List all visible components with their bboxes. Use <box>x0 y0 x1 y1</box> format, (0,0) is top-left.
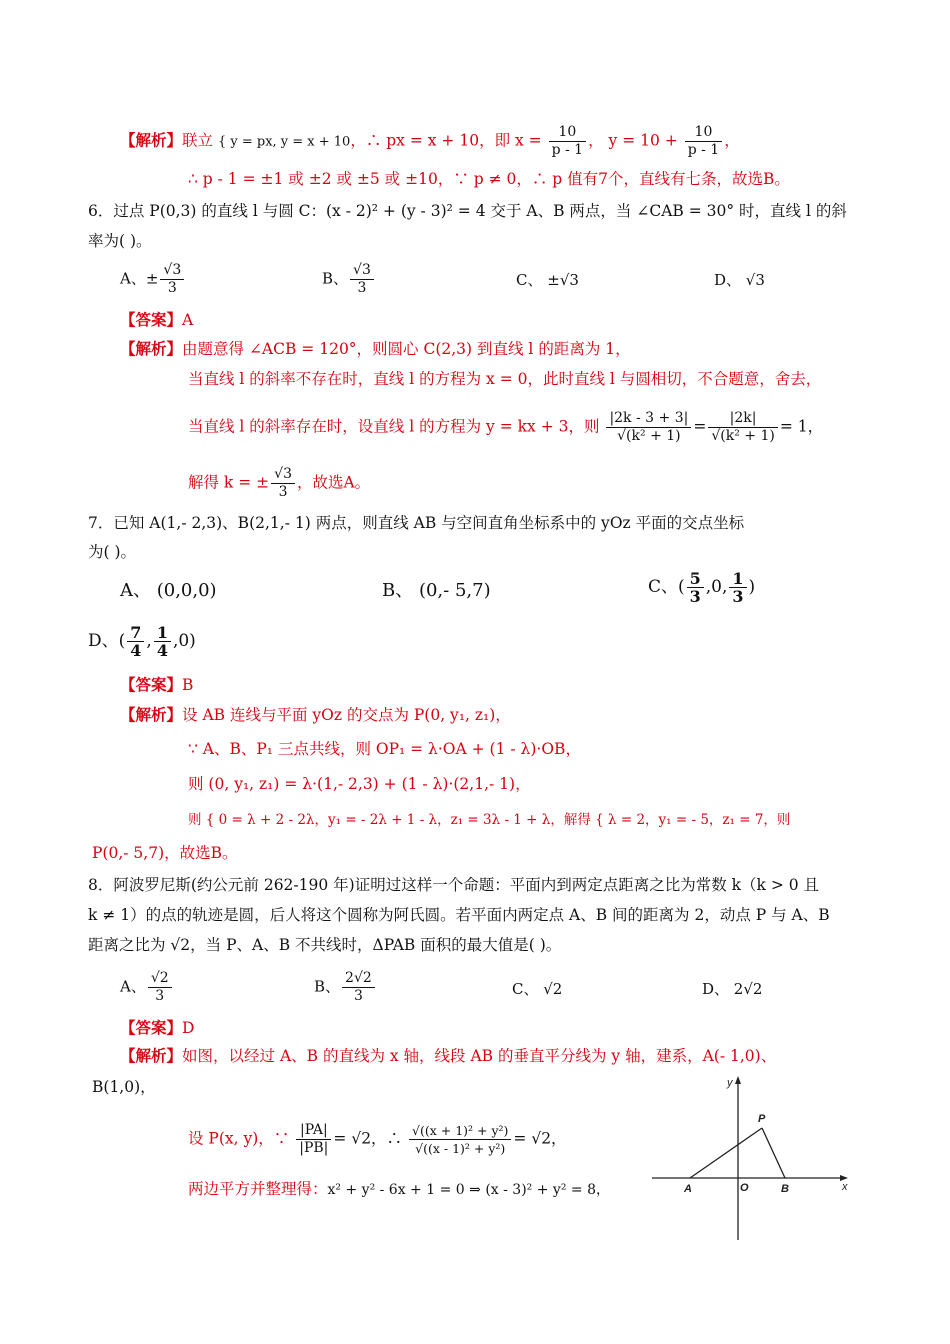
fraction <box>148 970 172 1005</box>
fraction <box>350 262 374 297</box>
option-label: A、 <box>120 977 146 996</box>
equals: = <box>693 417 707 436</box>
analysis-tag: 【解析】 <box>120 339 183 358</box>
denominator: 4 <box>130 641 142 660</box>
q8-analysis-3 <box>188 1178 610 1201</box>
q6-option-a <box>120 262 186 297</box>
q6-analysis-4 <box>188 466 370 501</box>
option-text: ) <box>748 577 756 597</box>
analysis-tag: 【解析】 <box>120 130 183 150</box>
numerator: √3 <box>350 262 374 280</box>
analysis-tag: 【解析】 <box>120 1046 183 1065</box>
answer-tag: 【答案】 <box>120 675 183 694</box>
q8-step: = √2， <box>513 1129 567 1148</box>
q6-stem: 6．过点 P(0,3) 的直线 l 与圆 C：(x - 2)² + (y - 3)² = 4 交于 A、B 两点，当 ∠CAB = 30° 时，直线 l 的斜 <box>88 202 847 220</box>
q8-equation: x² + y² - 6x + 1 = 0 ⇒ (x - 3)² + y² = 8， <box>327 1182 610 1198</box>
fraction <box>127 624 144 659</box>
option-label: B、 <box>314 977 341 996</box>
q5-analysis-line1 <box>120 124 740 159</box>
answer-value: A <box>182 311 194 329</box>
q8-answer <box>120 1017 194 1039</box>
numerator: √2 <box>148 970 172 988</box>
q5-text: ， y = 10 + <box>588 131 678 150</box>
q8-step: 两边平方并整理得： <box>188 1180 328 1198</box>
numerator: 1 <box>154 624 171 642</box>
q8-step: = √2，∴ <box>333 1129 403 1148</box>
label-o: O <box>740 1182 749 1194</box>
label-y: y <box>727 1077 733 1089</box>
q6-option-c: C、 ±√3 <box>516 271 579 289</box>
q6-option-d: D、 √3 <box>714 271 765 289</box>
denominator: 3 <box>357 280 367 296</box>
denominator: |PB| <box>299 1140 329 1156</box>
fraction <box>154 624 171 659</box>
answer-value: B <box>182 676 194 694</box>
option-label: A、± <box>120 269 159 288</box>
q8-stem: k ≠ 1）的点的轨迹是圆，后人将这个圆称为阿氏圆。若平面内两定点 A、B 间的距离为 2，动点 P 与 A、B <box>88 906 830 924</box>
q7-analysis-5: P(0,- 5,7)，故选B。 <box>92 844 238 862</box>
fraction <box>606 410 691 445</box>
label-a: A <box>684 1183 692 1195</box>
numerator: 1 <box>729 570 746 588</box>
denominator: √((x - 1)² + y²) <box>415 1141 506 1156</box>
y-axis-arrow <box>735 1076 741 1084</box>
q6-step: 解得 k = ± <box>188 473 270 492</box>
q6-step: ，故选A。 <box>296 473 371 492</box>
q6-option-b <box>322 262 376 297</box>
denominator: 3 <box>167 280 177 296</box>
q6-analysis-2: 当直线 l 的斜率不存在时，直线 l 的方程为 x = 0，此时直线 l 与圆相切，不合题意，舍去， <box>188 370 822 388</box>
label-b: B <box>781 1183 789 1195</box>
q5-text: ，∴ px = x + 10，即 x = <box>350 131 542 150</box>
numerator: 10 <box>685 124 723 142</box>
option-label: D、( <box>88 631 126 651</box>
denominator: 3 <box>353 988 363 1004</box>
denominator: p - 1 <box>687 142 720 158</box>
q8-stem: 距离之比为 √2，当 P、A、B 不共线时，ΔPAB 面积的最大值是( )。 <box>88 936 562 954</box>
q8-analysis-1 <box>120 1045 776 1067</box>
denominator: p - 1 <box>551 142 584 158</box>
q6-step: 当直线 l 的斜率存在时，设直线 l 的方程为 y = kx + 3，则 <box>188 417 600 436</box>
q7-answer <box>120 674 193 696</box>
q7-analysis-1 <box>120 704 511 726</box>
answer-tag: 【答案】 <box>120 310 183 329</box>
option-label: B、 <box>322 269 349 288</box>
q7-option-b: B、 (0,- 5,7) <box>382 580 491 601</box>
numerator: |2k - 3 + 3| <box>606 410 691 428</box>
numerator: |2k| <box>708 410 777 428</box>
denominator: √(k² + 1) <box>617 428 681 444</box>
fraction <box>342 970 375 1005</box>
q8-option-d: D、 2√2 <box>702 980 763 998</box>
q8-analysis-2 <box>188 1122 567 1157</box>
denominator: 4 <box>156 641 168 660</box>
q6-step: 由题意得 ∠ACB = 120°，则圆心 C(2,3) 到直线 l 的距离为 1， <box>182 340 631 358</box>
fraction <box>549 124 587 159</box>
q7-analysis-3: 则 (0, y₁, z₁) = λ·(1,- 2,3) + (1 - λ)·(2,1,- 1)， <box>188 775 531 793</box>
q7-stem: 7．已知 A(1,- 2,3)、B(2,1,- 1) 两点，则直线 AB 与空间直角坐标系中的 yOz 平面的交点坐标 <box>88 514 745 532</box>
denominator: 3 <box>689 587 701 606</box>
numerator: 5 <box>687 570 704 588</box>
q8-option-c: C、 √2 <box>512 980 563 998</box>
q5-text: 联立 <box>182 131 214 150</box>
fraction <box>271 466 295 501</box>
q7-option-a: A、 (0,0,0) <box>120 580 217 601</box>
fraction <box>409 1122 511 1157</box>
option-label: C、( <box>648 577 685 597</box>
q7-stem: 为( )。 <box>88 543 137 561</box>
q8-analysis-1b: B(1,0)， <box>92 1078 156 1096</box>
numerator: 10 <box>549 124 587 142</box>
apollonius-figure <box>648 1072 858 1244</box>
numerator: 2√2 <box>342 970 375 988</box>
fraction <box>160 262 184 297</box>
segment-pa <box>690 1128 762 1178</box>
fraction <box>685 124 723 159</box>
q8-option-b <box>314 970 377 1005</box>
q6-answer <box>120 309 193 331</box>
segment-pb <box>762 1128 785 1178</box>
fraction <box>729 570 746 605</box>
q5-text: ， <box>724 131 740 150</box>
option-text: , <box>146 631 152 651</box>
q6-stem: 率为( )。 <box>88 232 152 250</box>
denominator: 3 <box>278 484 288 500</box>
q8-option-a <box>120 970 174 1005</box>
answer-value: D <box>182 1019 195 1037</box>
denominator: 3 <box>155 988 165 1004</box>
system-brace: { y = px, y = x + 10 <box>217 134 351 150</box>
numerator: 7 <box>127 624 144 642</box>
q6-analysis-1 <box>120 338 631 360</box>
q6-analysis-3 <box>188 410 823 445</box>
q7-analysis-4: 则 { 0 = λ + 2 - 2λ，y₁ = - 2λ + 1 - λ，z₁ = 3λ - 1 + λ，解得 { λ = 2，y₁ = - 5，z₁ = 7，则 <box>188 812 791 828</box>
q8-step: 如图，以经过 A、B 的直线为 x 轴，线段 AB 的垂直平分线为 y 轴，建系，A(- 1,0)、 <box>182 1047 777 1065</box>
answer-tag: 【答案】 <box>120 1018 183 1037</box>
q8-step: 设 P(x, y)，∵ <box>188 1129 290 1148</box>
denominator: √(k² + 1) <box>711 428 775 444</box>
numerator: √3 <box>160 262 184 280</box>
option-text: ,0, <box>705 577 728 597</box>
q6-step: = 1， <box>779 417 824 436</box>
fraction <box>296 1122 331 1157</box>
denominator: 3 <box>732 587 744 606</box>
fraction <box>687 570 704 605</box>
q7-option-c <box>648 570 755 605</box>
analysis-tag: 【解析】 <box>120 705 183 724</box>
label-p: P <box>758 1113 766 1125</box>
q5-analysis-line2: ∴ p - 1 = ±1 或 ±2 或 ±5 或 ±10，∵ p ≠ 0，∴ p 值有7个，直线有七条，故选B。 <box>188 170 790 188</box>
label-x: x <box>842 1181 848 1193</box>
q7-step: 设 AB 连线与平面 yOz 的交点为 P(0, y₁, z₁)， <box>182 706 511 724</box>
numerator: √3 <box>271 466 295 484</box>
numerator: √((x + 1)² + y²) <box>409 1122 511 1140</box>
numerator: |PA| <box>296 1122 331 1140</box>
q7-analysis-2: ∵ A、B、P₁ 三点共线，则 OP₁ = λ·OA + (1 - λ)·OB， <box>188 740 581 758</box>
q8-stem: 8．阿波罗尼斯(约公元前 262-190 年)证明过这样一个命题：平面内到两定点距离之比为常数 k（k > 0 且 <box>88 876 820 894</box>
q7-option-d <box>88 624 196 659</box>
fraction <box>708 410 777 445</box>
option-text: ,0) <box>172 631 196 651</box>
